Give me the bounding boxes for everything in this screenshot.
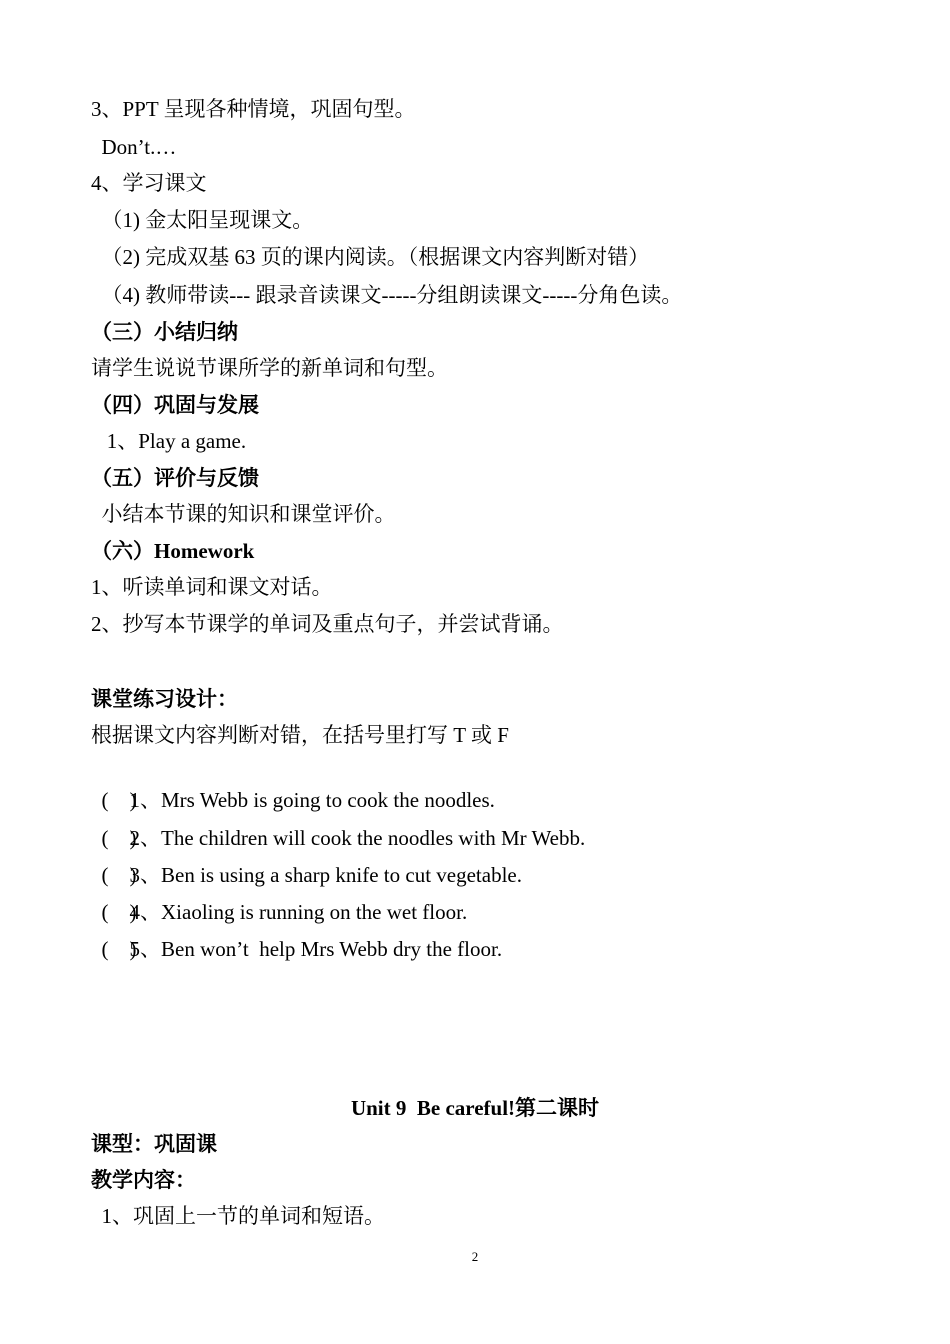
sentence-pattern: Don’t.… [91, 135, 177, 159]
exercise-item-text: 3、Ben is using a sharp knife to cut vegetable. [129, 863, 522, 887]
step-3-text: 3、PPT 呈现各种情境，巩固句型。 [91, 97, 416, 121]
answer-blank[interactable]: ( ) [101, 863, 137, 887]
exercise-item-text: 4、Xiaoling is running on the wet floor. [129, 900, 468, 924]
answer-blank[interactable]: ( ) [101, 900, 137, 924]
exercise-item-text: 1、Mrs Webb is going to cook the noodles. [129, 788, 495, 812]
lesson-content-label: 教学内容： [91, 1168, 196, 1192]
game-text: 1、Play a game. [91, 429, 247, 453]
homework-2: 2、抄写本节课学的单词及重点句子，并尝试背诵。 [91, 612, 564, 636]
page-number: 2 [471, 1249, 479, 1264]
exercise-item-text: 2、The children will cook the noodles with Mr Webb. [129, 826, 586, 850]
lesson-content-item: 1、巩固上一节的单词和短语。 [91, 1204, 385, 1228]
step-4-sub-1: （1) 金太阳呈现课文。 [91, 208, 314, 232]
lesson-type: 课型：巩固课 [91, 1132, 217, 1156]
exercise-item [91, 907, 502, 963]
exercise-instruction: 根据课文内容判断对错，在括号里打写 T 或 F [91, 723, 509, 747]
answer-blank[interactable]: ( ) [101, 937, 137, 961]
step-4-text: 4、学习课文 [91, 171, 207, 195]
section-heading-6: （六）Homework [91, 539, 255, 563]
section-heading-4: （四）巩固与发展 [91, 393, 259, 417]
summary-text: 请学生说说节课所学的新单词和句型。 [91, 356, 448, 380]
section-heading-5: （五）评价与反馈 [91, 466, 259, 490]
step-4-sub-4: （4) 教师带读--- 跟录音读课文-----分组朗读课文-----分角色读。 [91, 283, 683, 307]
section-heading-3: （三）小结归纳 [91, 320, 238, 344]
exercise-title: 课堂练习设计： [91, 687, 238, 711]
answer-blank[interactable]: ( ) [101, 788, 137, 812]
lesson-title: Unit 9 Be careful!第二课时 [350, 1096, 600, 1120]
homework-1: 1、听读单词和课文对话。 [91, 575, 333, 599]
evaluation-text: 小结本节课的知识和课堂评价。 [91, 502, 396, 526]
exercise-item-text: 5、Ben won’t help Mrs Webb dry the floor. [129, 937, 503, 961]
step-4-sub-2: （2) 完成双基 63 页的课内阅读。（根据课文内容判断对错） [91, 245, 650, 269]
answer-blank[interactable]: ( ) [101, 826, 137, 850]
